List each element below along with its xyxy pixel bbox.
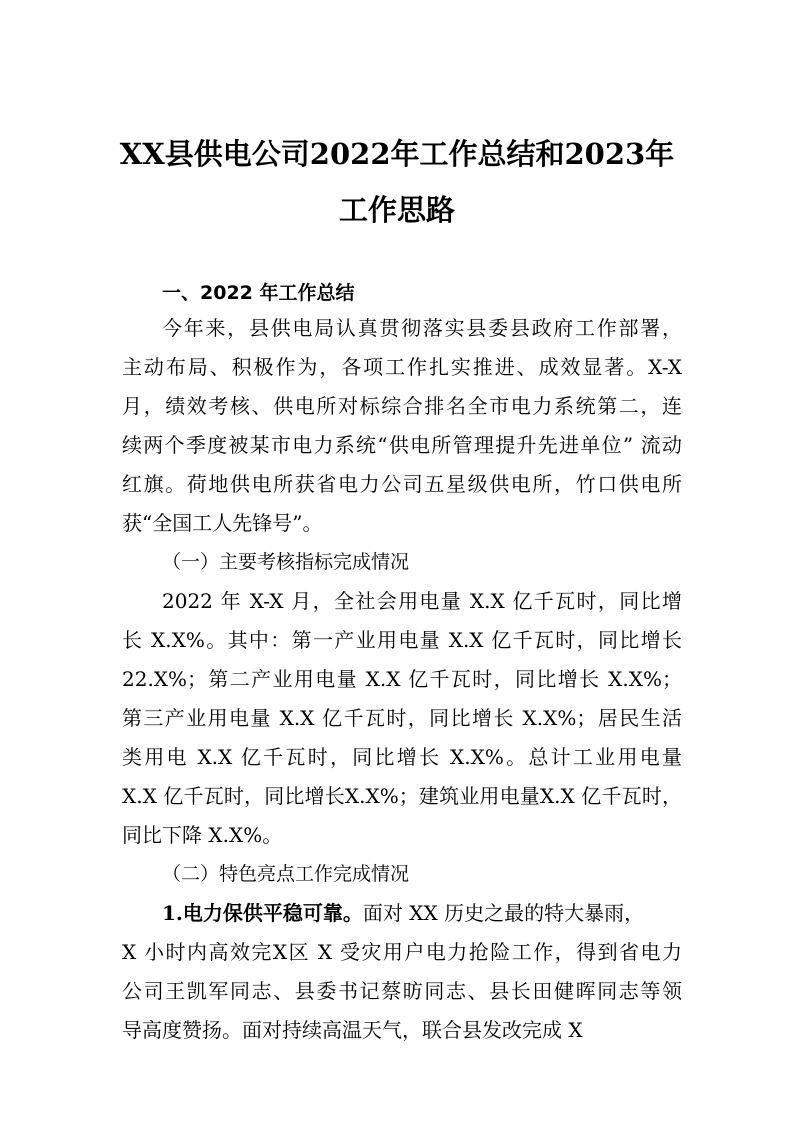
subsection-2-heading: （二）特色亮点工作完成情况 (162, 863, 410, 885)
indicator-line: 22.X%；第二产业用电量 X.X 亿千瓦时，同比增长 X.X%； (122, 667, 682, 691)
highlight-lead: 1.电力保供平稳可靠。 (162, 901, 363, 925)
indicator-line: X.X 亿千瓦时，同比增长X.X%；建筑业用电量X.X 亿千瓦时， (122, 784, 682, 808)
subsection-1-heading: （一）主要考核指标完成情况 (162, 551, 410, 573)
highlight-line (162, 898, 682, 928)
highlight-line: 公司王凯军同志、县委书记蔡昉同志、县长田健晖同志等领 (122, 979, 682, 1003)
intro-line: 今年来，县供电局认真贯彻落实县委县政府工作部署， (162, 316, 682, 340)
indicator-line: 第三产业用电量 X.X 亿千瓦时，同比增长 X.X%；居民生活 (122, 706, 682, 730)
document-title-line-2: 工作思路 (338, 193, 455, 227)
intro-line: 红旗。荷地供电所获省电力公司五星级供电所，竹口供电所 (122, 472, 682, 496)
intro-line: 主动布局、积极作为，各项工作扎实推进、成效显著。X-X (122, 355, 682, 379)
intro-line: 月，绩效考核、供电所对标综合排名全市电力系统第二，连 (122, 394, 682, 418)
highlight-line: X 小时内高效完X区 X 受灾用户电力抢险工作，得到省电力 (122, 940, 682, 964)
intro-line: 续两个季度被某市电力系统“供电所管理提升先进单位” 流动 (122, 433, 682, 457)
highlight-text: 面对 XX 历史之最的特大暴雨， (362, 901, 645, 925)
intro-line: 获“全国工人先锋号”。 (122, 511, 323, 535)
indicator-line: 2022 年 X-X 月，全社会用电量 X.X 亿千瓦时，同比增 (162, 589, 682, 613)
indicator-line: 类用电 X.X 亿千瓦时，同比增长 X.X%。总计工业用电量 (122, 745, 682, 769)
section-1-heading: 一、2022 年工作总结 (162, 282, 355, 304)
indicator-line: 同比下降 X.X%。 (122, 823, 283, 847)
indicator-line: 长 X.X%。其中：第一产业用电量 X.X 亿千瓦时，同比增长 (122, 628, 682, 652)
document-title-line-1: XX县供电公司2022年工作总结和2023年 (119, 137, 675, 171)
highlight-line: 导高度赞扬。面对持续高温天气，联合县发改完成 X (122, 1018, 583, 1042)
